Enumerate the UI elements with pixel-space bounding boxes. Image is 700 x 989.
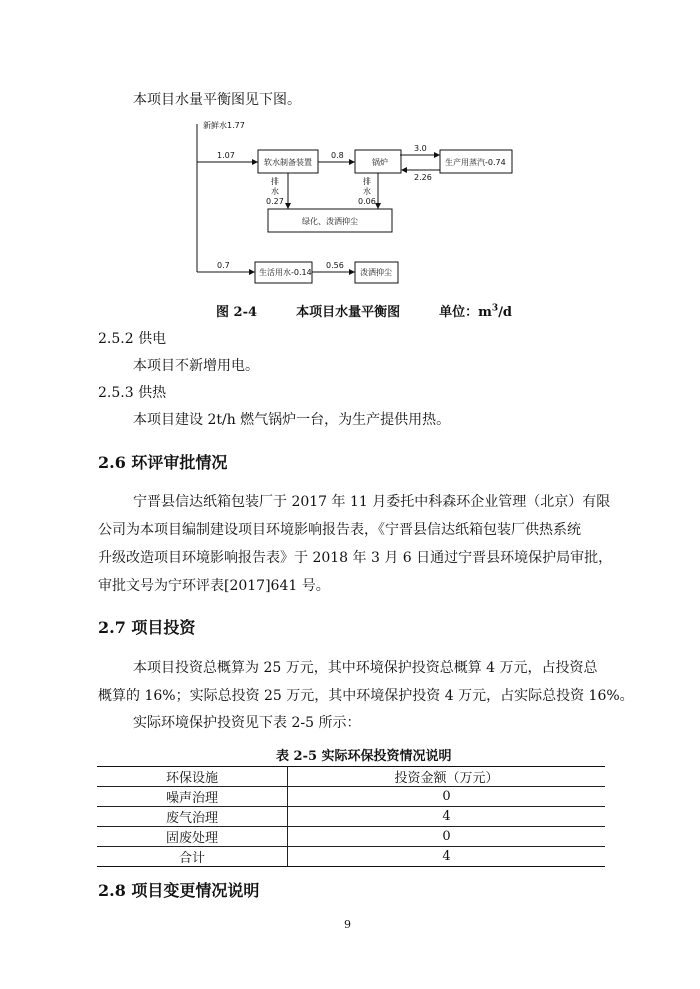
table-caption: 表 2-5 实际环保投资情况说明	[276, 749, 452, 764]
table-cell: 固废处理	[97, 827, 288, 847]
discharge-2-char-1: 排	[363, 177, 371, 186]
domestic-box-label: 生活用水-0.14	[259, 268, 312, 277]
para-2-6-line-2: 公司为本项目编制建设项目环境影响报告表，《宁晋县信达纸箱包装厂供热系统	[98, 522, 581, 538]
flow-label-0-56: 0.56	[326, 261, 344, 270]
discharge-2-value: 0.06	[358, 197, 376, 206]
discharge-1-char-2: 水	[271, 187, 279, 196]
page-number: 9	[344, 918, 351, 931]
table-cell: 废气治理	[97, 807, 288, 827]
text-2-5-2: 本项目不新增用电。	[133, 358, 259, 374]
table-cell: 合计	[97, 847, 288, 867]
para-2-6-line-4: 审批文号为宁环评表[2017]641 号。	[98, 578, 330, 594]
para-2-6-line-3: 升级改造项目环境影响报告表》于 2018 年 3 月 6 日通过宁晋县环境保护局审批，	[98, 550, 613, 566]
table-row	[97, 847, 605, 867]
fresh-water-label: 新鲜水1.77	[203, 121, 245, 130]
figure-unit-sup: 3	[491, 303, 499, 314]
discharge-2-char-2: 水	[363, 187, 371, 196]
discharge-1-char-1: 排	[271, 177, 279, 186]
table-header-cell: 投资金额（万元）	[288, 767, 606, 787]
table-header-row	[97, 767, 605, 787]
steam-box-label: 生产用蒸汽-0.74	[445, 158, 506, 167]
softener-box-label: 软水制备装置	[264, 158, 312, 167]
boiler-box-label: 锅炉	[372, 158, 388, 167]
para-2-7-line-3: 实际环境保护投资见下表 2-5 所示：	[133, 715, 361, 731]
intro-text: 本项目水量平衡图见下图。	[133, 92, 301, 108]
discharge-1-value: 0.27	[266, 197, 284, 206]
table-cell: 4	[288, 807, 606, 827]
para-2-7-line-2: 概算的 16%；实际总投资 25 万元，其中环境保护投资 4 万元，占实际总投资 16%。	[98, 688, 634, 704]
investment-table	[97, 766, 605, 867]
flow-label-2-26: 2.26	[414, 173, 432, 182]
flow-label-0-8: 0.8	[331, 151, 344, 160]
figure-unit-prefix: 单位：m	[439, 305, 492, 320]
table-header-cell: 环保设施	[97, 767, 288, 787]
figure-caption	[216, 301, 512, 320]
figure-unit-suffix: /d	[498, 305, 513, 320]
heading-2-5-3: 2.5.3 供热	[98, 385, 167, 401]
table-row	[97, 807, 605, 827]
table-row	[97, 827, 605, 847]
table-row	[97, 787, 605, 807]
heading-2-8: 2.8 项目变更情况说明	[98, 881, 260, 900]
table-cell: 噪声治理	[97, 787, 288, 807]
figure-title: 本项目水量平衡图	[296, 305, 401, 320]
table-cell: 4	[288, 847, 606, 867]
flow-label-1-07: 1.07	[217, 151, 235, 160]
table-cell: 0	[288, 787, 606, 807]
heading-2-7: 2.7 项目投资	[98, 618, 196, 637]
greening-box-label: 绿化、泼洒抑尘	[302, 217, 358, 226]
water-balance-diagram	[0, 0, 700, 300]
table-cell: 0	[288, 827, 606, 847]
heading-2-5-2: 2.5.2 供电	[98, 331, 167, 347]
figure-number: 图 2-4	[216, 305, 258, 320]
heading-2-6: 2.6 环评审批情况	[98, 453, 228, 472]
para-2-6-line-1: 宁晋县信达纸箱包装厂于 2017 年 11 月委托中科森环企业管理（北京）有限	[133, 494, 611, 510]
flow-label-0-7: 0.7	[217, 261, 230, 270]
para-2-7-line-1: 本项目投资总概算为 25 万元，其中环境保护投资总概算 4 万元，占投资总	[133, 660, 598, 676]
flow-label-3-0: 3.0	[414, 144, 427, 153]
text-2-5-3: 本项目建设 2t/h 燃气锅炉一台，为生产提供用热。	[133, 412, 451, 428]
spray-box-label: 泼洒抑尘	[360, 268, 392, 277]
